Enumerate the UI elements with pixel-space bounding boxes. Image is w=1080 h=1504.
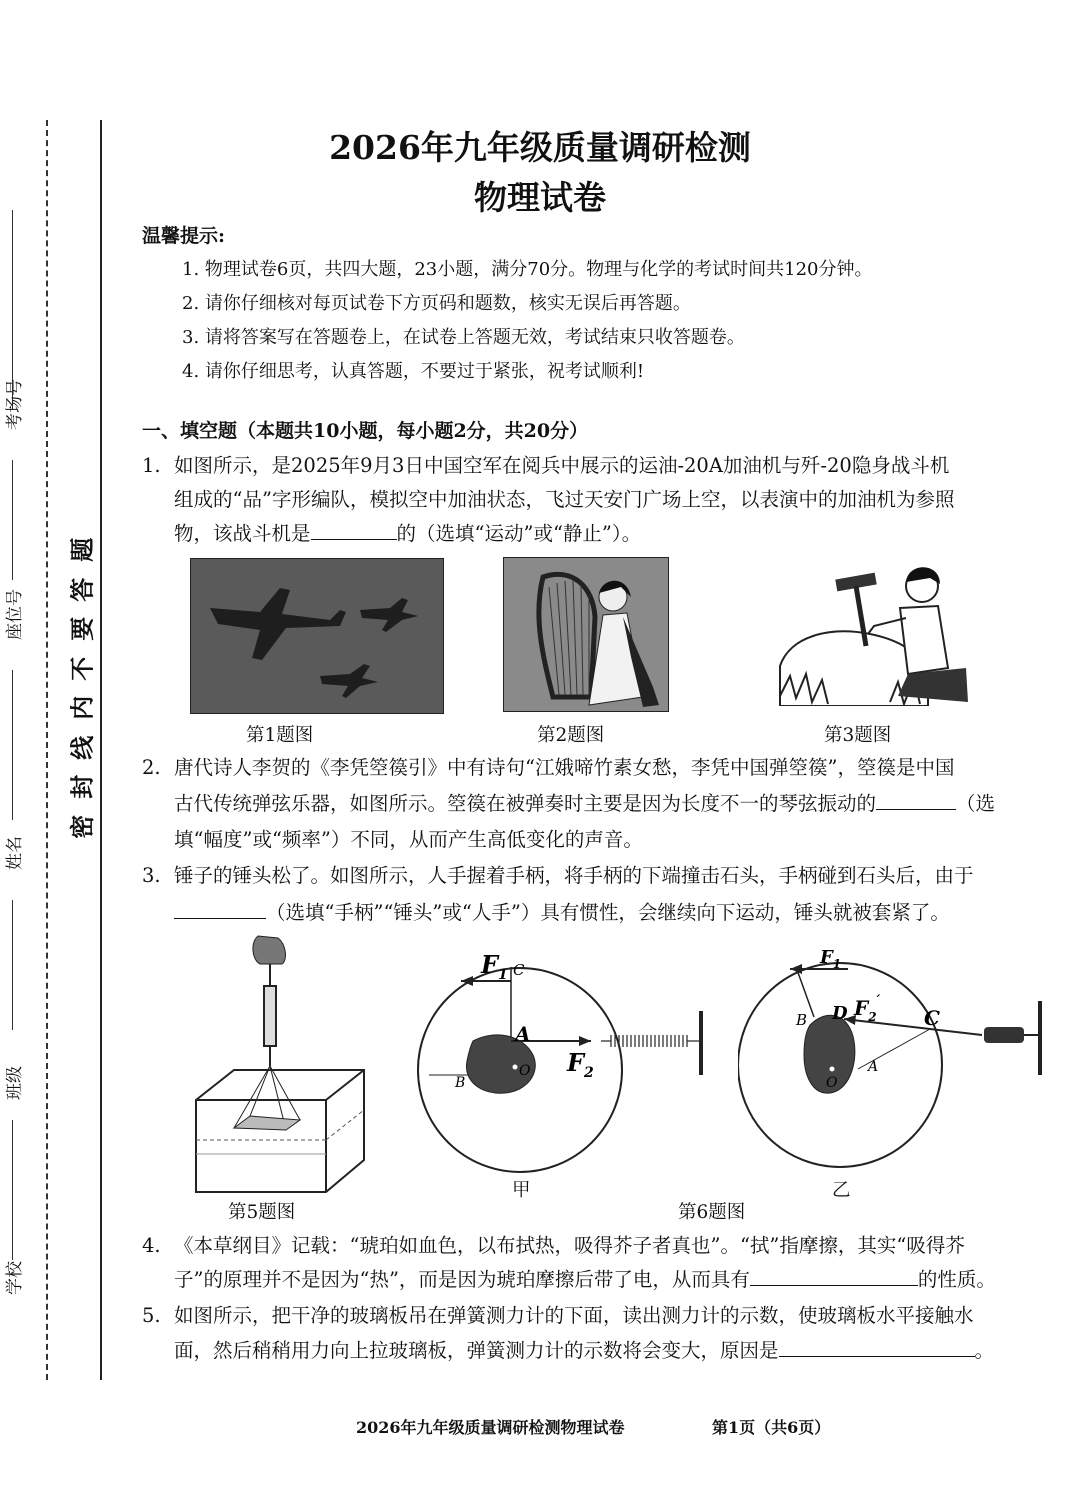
question-text: 面，然后稍稍用力向上拉玻璃板，弹簧测力计的示数将会变大，原因是 。 [174,1333,994,1369]
fig6a-label-O: O [519,1063,531,1079]
tips-heading: 温馨提示: [142,225,226,247]
tip-item: 4. 请你仔细思考，认真答题，不要过于紧张，祝考试顺利! [182,361,645,382]
seat-field-line [12,460,13,580]
fig6b-label-O: O [826,1075,838,1091]
exam-room-label: 考场号 [5,379,25,430]
fig3-hammer-picture [770,556,970,706]
question-number: 4. [142,1234,161,1257]
answer-blank [876,789,956,810]
answer-blank [311,519,397,540]
fig6b-label-F2prime: $F_2'$ [854,993,881,1024]
section-heading: 一、填空题（本题共10小题，每小题2分，共20分） [142,420,589,442]
fig6b-label-F1: $F_1$ [820,947,842,971]
answer-blank [174,898,266,919]
tip-item: 2. 请你仔细核对每页试卷下方页码和题数，核实无误后再答题。 [182,293,691,314]
question-number: 5. [142,1304,161,1327]
tip-item: 1. 物理试卷6页，共四大题，23小题，满分70分。物理与化学的考试时间共120分钟。 [182,259,873,280]
question-text: 《本草纲目》记载：“琥珀如血色，以布拭热，吸得芥子者真也”。“拭”指摩擦，其实“吸得芥 [174,1234,965,1257]
class-label: 班级 [5,1066,25,1100]
question-text: 物，该战斗机是 的（选填“运动”或“静止”）。 [174,516,641,552]
question-number: 2. [142,756,161,779]
fig6b-label-C: C [924,1006,940,1030]
question-text: 如图所示，是2025年9月3日中国空军在阅兵中展示的运油-20A加油机与歼-20隐身战斗机 [174,454,950,477]
fig2-caption: 第2题图 [537,725,605,746]
footer-title: 2026年九年级质量调研检测物理试卷 [356,1418,625,1437]
fig5-caption: 第5题图 [228,1202,296,1223]
question-text: 组成的“品”字形编队，模拟空中加油状态，飞过天安门广场上空，以表演中的加油机为参照 [174,488,955,511]
fig6b-label-B: B [796,1011,808,1029]
school-label: 学校 [5,1261,25,1295]
question-text: 子”的原理并不是因为“热”，而是因为琥珀摩擦后带了电，从而具有 的性质。 [174,1262,996,1298]
fig6b-label-A: A [868,1059,879,1075]
fig6-diagram-a [415,945,715,1175]
fig3-caption: 第3题图 [824,725,892,746]
fig6a-label-C: C [513,961,525,979]
name-label: 姓名 [5,836,25,870]
question-text: 填“幅度”或“频率”）不同，从而产生高低变化的声音。 [174,828,643,851]
question-text: 锤子的锤头松了。如图所示，人手握着手柄，将手柄的下端撞击石头，手柄碰到石头后，由于 [174,864,974,887]
name-field-line [12,670,13,820]
exam-title: 2026年九年级质量调研检测 [329,128,751,167]
fig1-formation-photo [190,558,444,714]
fig1-caption: 第1题图 [246,725,314,746]
question-text: 唐代诗人李贺的《李凭箜篌引》中有诗句“江娥啼竹素女愁，李凭中国弹箜篌”，箜篌是中国 [174,756,955,779]
fig2-konghou-picture [503,557,669,712]
seal-line-notice: 题 答 要 不 内 线 封 密 [67,537,97,839]
seat-label: 座位号 [5,589,25,640]
question-number: 3. [142,864,161,887]
question-number: 1. [142,454,161,477]
question-text: 古代传统弹弦乐器，如图所示。箜篌在被弹奏时主要是因为长度不一的琴弦振动的 （选 [174,786,995,822]
question-text: 如图所示，把干净的玻璃板吊在弹簧测力计的下面，读出测力计的示数，使玻璃板水平接触水 [174,1304,974,1327]
tip-item: 3. 请将答案写在答题卷上，在试卷上答题无效，考试结束只收答题卷。 [182,327,745,348]
fig6-diagram-b [738,945,1050,1175]
fig6b-label: 乙 [832,1180,851,1201]
fig6a-label-A: A [515,1022,531,1046]
fig5-glass-plate-apparatus [190,930,370,1195]
school-field-line [12,1120,13,1260]
class-field-line [12,900,13,1030]
exam-subject: 物理试卷 [474,178,606,217]
question-text: （选填“手柄”“锤头”或“人手”）具有惯性，会继续向下运动，锤头就被套紧了。 [174,895,950,931]
fig6a-label: 甲 [512,1180,531,1201]
fig6a-label-F2: $F_2$ [567,1048,594,1081]
answer-blank [750,1265,918,1286]
fig6-caption: 第6题图 [678,1202,746,1223]
fig6a-label-B: B [455,1075,466,1091]
fig6b-label-D: D [832,1003,848,1024]
answer-blank [779,1336,975,1357]
fig6a-label-F1: $F_1$ [481,950,508,983]
footer-page-number: 第1页（共6页） [712,1418,831,1437]
binding-dashed-line [46,120,48,1380]
